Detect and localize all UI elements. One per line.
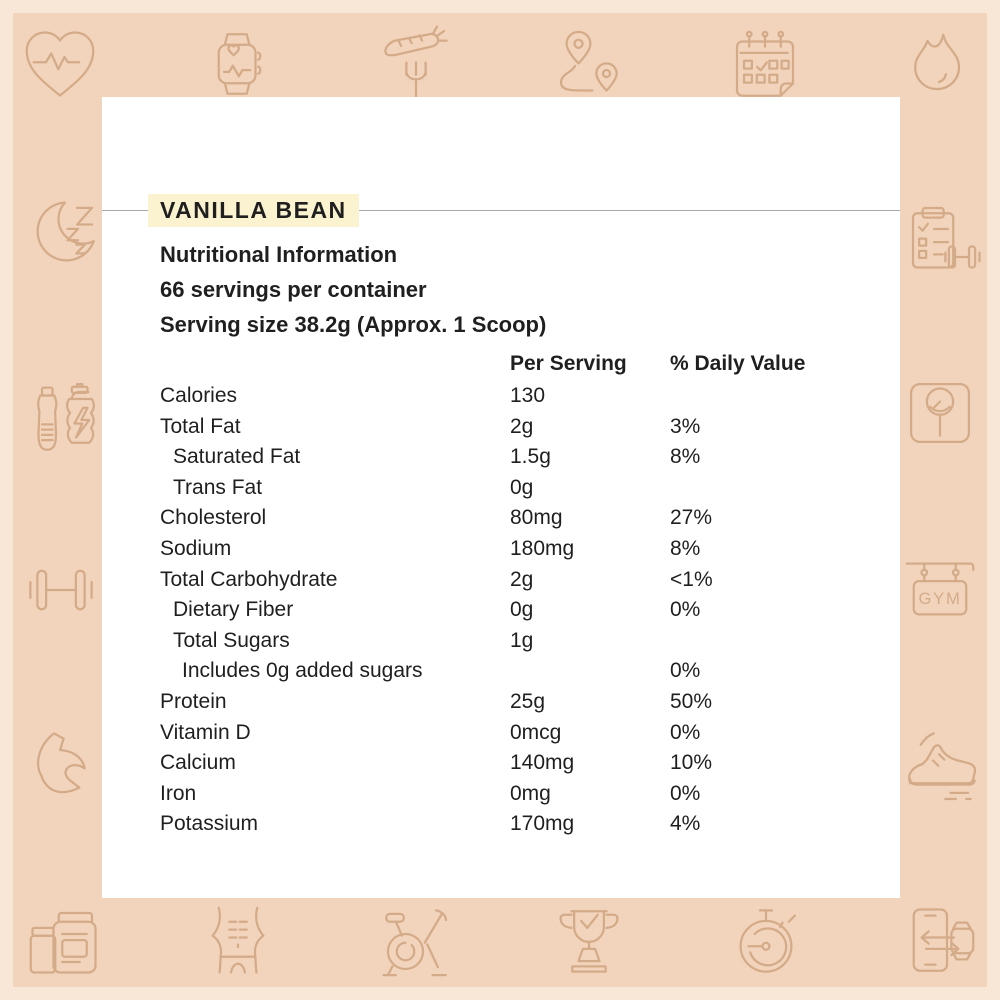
row-label: Iron xyxy=(160,781,197,805)
row-per-serving: 0g xyxy=(510,598,534,622)
row-label: Trans Fat xyxy=(173,475,263,499)
smartwatch-icon xyxy=(196,22,280,106)
row-label: Includes 0g added sugars xyxy=(182,659,423,683)
row-per-serving: 0mcg xyxy=(510,720,562,744)
gym-sign-icon xyxy=(898,547,982,631)
servings-per-container: 66 servings per container xyxy=(160,277,427,302)
carrot-fork-icon xyxy=(374,24,458,108)
dumbbell-icon xyxy=(19,548,103,632)
row-per-serving: 1g xyxy=(510,628,534,652)
exercise-bike-icon xyxy=(374,899,458,983)
table-row xyxy=(102,659,900,690)
row-per-serving: 2g xyxy=(510,414,534,438)
heart-pulse-icon xyxy=(18,22,102,106)
row-daily-value: <1% xyxy=(670,567,713,591)
table-row xyxy=(102,751,900,782)
row-daily-value: 50% xyxy=(670,689,713,713)
row-daily-value: 0% xyxy=(670,781,701,805)
running-shoe-icon xyxy=(898,722,982,806)
info-title: Nutritional Information xyxy=(160,242,398,267)
row-daily-value: 0% xyxy=(670,659,701,683)
phone-sync-icon xyxy=(898,899,982,983)
row-daily-value: 3% xyxy=(670,414,701,438)
flame-icon xyxy=(896,26,980,110)
workout-clipboard-icon xyxy=(899,201,983,285)
row-per-serving: 140mg xyxy=(510,751,575,775)
row-label: Calories xyxy=(160,384,238,407)
label-header xyxy=(160,237,546,342)
row-label: Calcium xyxy=(160,751,236,775)
row-daily-value: 8% xyxy=(670,445,701,469)
table-row xyxy=(102,445,900,476)
table-row xyxy=(102,415,900,446)
water-bottles-icon xyxy=(21,378,105,462)
row-per-serving: 130 xyxy=(510,384,546,407)
table-row xyxy=(102,568,900,599)
row-daily-value: 0% xyxy=(670,720,701,744)
row-label: Saturated Fat xyxy=(173,445,301,469)
row-label: Total Sugars xyxy=(173,628,290,652)
row-label: Sodium xyxy=(160,536,232,560)
row-per-serving: 2g xyxy=(510,567,534,591)
row-per-serving: 0g xyxy=(510,475,534,499)
table-row xyxy=(102,384,900,415)
gym-sign-text: GYM xyxy=(918,588,962,608)
row-daily-value: 10% xyxy=(670,751,713,775)
row-per-serving: 1.5g xyxy=(510,445,551,469)
row-per-serving: 0mg xyxy=(510,781,551,805)
route-pins-icon xyxy=(547,24,631,108)
row-per-serving: 25g xyxy=(510,689,546,713)
serving-size: Serving size 38.2g (Approx. 1 Scoop) xyxy=(160,312,547,337)
col-header-per-serving: Per Serving xyxy=(510,352,627,375)
row-label: Dietary Fiber xyxy=(173,598,294,622)
table-row xyxy=(102,812,900,843)
abs-torso-icon xyxy=(196,899,280,983)
row-label: Protein xyxy=(160,689,227,713)
row-label: Total Carbohydrate xyxy=(160,567,338,591)
table-row xyxy=(102,629,900,660)
row-label: Cholesterol xyxy=(160,506,267,530)
table-row xyxy=(102,690,900,721)
stopwatch-icon xyxy=(724,899,808,983)
table-row xyxy=(102,782,900,813)
row-per-serving: 170mg xyxy=(510,812,575,836)
table-row xyxy=(102,476,900,507)
flavor-title: VANILLA BEAN xyxy=(148,194,359,227)
table-row xyxy=(102,506,900,537)
table-row xyxy=(102,537,900,568)
moon-sleep-icon xyxy=(22,193,106,277)
table-row xyxy=(102,598,900,629)
row-label: Total Fat xyxy=(160,414,241,438)
supplement-jars-icon xyxy=(22,899,106,983)
calendar-icon xyxy=(723,24,807,108)
weight-scale-icon xyxy=(898,371,982,455)
row-label: Potassium xyxy=(160,812,259,836)
row-per-serving: 80mg xyxy=(510,506,563,530)
row-daily-value: 27% xyxy=(670,506,713,530)
row-daily-value: 8% xyxy=(670,536,701,560)
table-row xyxy=(102,721,900,752)
col-header-daily-value: % Daily Value xyxy=(670,352,806,375)
trophy-icon xyxy=(547,899,631,983)
row-per-serving: 180mg xyxy=(510,536,575,560)
nutrition-rows xyxy=(102,384,900,843)
flex-arm-icon xyxy=(19,722,103,806)
row-label: Vitamin D xyxy=(160,720,251,744)
row-daily-value: 4% xyxy=(670,812,701,836)
nutrition-card xyxy=(102,97,900,898)
row-daily-value: 0% xyxy=(670,598,701,622)
